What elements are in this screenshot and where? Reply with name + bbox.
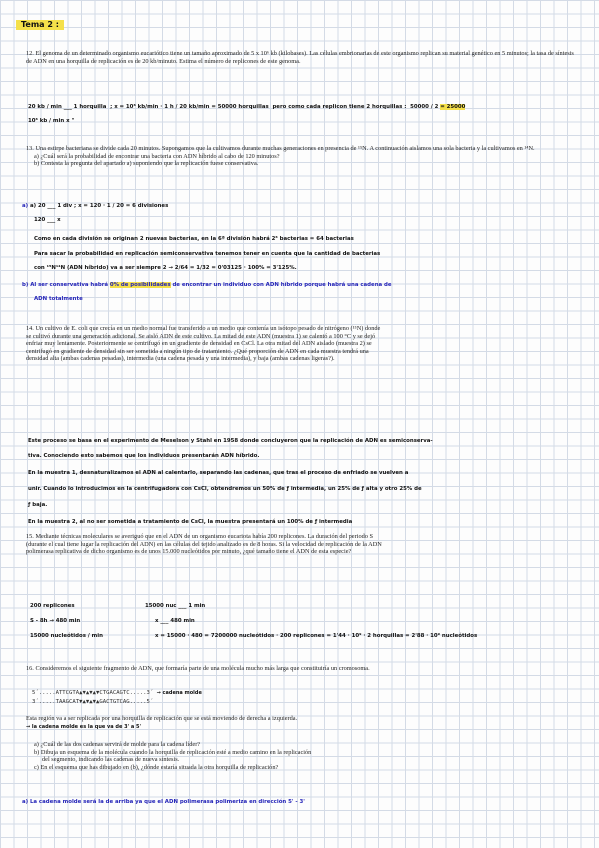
q15-answer-line2b: x ___ 480 min xyxy=(155,618,195,624)
q12-answer-line1 xyxy=(28,104,465,111)
question-16-a: a) ¿Cuál de las dos cadenas servirá de molde para la cadena líder? xyxy=(34,741,201,748)
q13-b-highlight: 0% de posibilidades xyxy=(109,282,171,288)
question-15 xyxy=(26,533,386,556)
q12-reason: pero como cada replicon tiene 2 horquillas : xyxy=(272,104,407,110)
question-16-context xyxy=(26,715,316,731)
dna-strand-top xyxy=(32,690,202,698)
question-13-a: a) ¿Cuál será la probabilidad de encontrar una bacteria con ADN híbrido al cabo de 120 minutos? xyxy=(34,152,280,160)
q13-answer-line4: Para sacar la probabilidad en replicación semiconservativa tenemos tener en cuenta que la cantidad de bacterias xyxy=(34,251,381,257)
q13-b-post: de encontrar un individuo con ADN híbrido porque habrá una cadena de xyxy=(172,282,392,288)
dna-strand-bottom xyxy=(32,699,153,707)
q15-answer-line3b: x = 15000 · 480 = 7200000 nucleótidos · 200 replicones = 1'44 · 10⁹ · 2 horquillas = 2'88 · 10⁹ nucleótidos xyxy=(155,633,478,639)
q13-b-pre: b) Al ser conservativa habrá xyxy=(22,282,108,288)
question-12 xyxy=(26,50,574,65)
q13-calc-divisions: a) 20 ___ 1 div ; x = 120 · 1 / 20 = 6 divisiones xyxy=(30,203,169,209)
q14-answer-line6: En la muestra 2, al no ser sometida a tratamiento de CsCl, la muestra presentará un 100% de ƒ intermedia xyxy=(28,519,353,525)
q13-answer-line6 xyxy=(22,282,392,289)
question-13-text: 13. Una estirpe bacteriana se divide cada 20 minutos. Supongamos que la cultivamos durante muchas generaciones en presencia de ¹⁵N. A continuación aislamos una sola bacteria y la cultivamos en ¹⁴N. xyxy=(26,145,535,152)
question-13-b: b) Contesta la pregunta del apartado a) suponiendo que la replicación fuese conservativa. xyxy=(34,160,259,168)
question-14-text: 14. Un cultivo de E. coli que crecía en un medio normal fue transferido a un medio que contenía un isótopo pesado de nitrógeno (¹⁵N) donde se cultivó durante una generación adicional. Se aisló ADN de este cultivo. La mitad de este ADN (muestra 1) se calentó a 100 °C y se dejó enfriar muy lentamente. Posteriormente se centrifugó en un gradiente de densidad en CsCl. La otra mitad del ADN aislado (muestra 2) se centrifugó en gradiente de densidad sin ser sometida a ningún tipo de tratamiento. ¿Qué proporción de ADN en cada muestra tendrá una densidad alta (ambas cadenas pesadas), intermedia (una cadena pesada y una intermedia), y baja (ambas cadenas ligeras?). xyxy=(26,325,381,363)
question-16-text: 16. Consideremos el siguiente fragmento de ADN, que formaría parte de una molécula mucho más larga que constituiría un cromosoma. xyxy=(26,665,370,672)
q13-answer-line3: Como en cada división se originan 2 nuevas bacterias, en la 6ª división habrá 2⁶ bacterias = 64 bacterias xyxy=(34,236,354,242)
q12-calc: ; x = 10⁶ kb/min · 1 h / 20 kb/min = 50000 horquillas xyxy=(110,104,269,110)
q13-label-a: a) xyxy=(22,203,29,209)
q13-answer-line2: 120 ___ x xyxy=(34,217,61,223)
q14-answer-line1: Este proceso se basa en el experimento de Meselson y Stahl en 1958 donde concluyeron que la replicación de ADN es semiconserva- xyxy=(28,438,433,444)
question-16-b: b) Dibuja un esquema de la molécula cuando la horquilla de replicación esté a medio camino en la replicación del segmento, indicando las cadenas de nueva síntesis. xyxy=(34,748,312,764)
q12-result: = 25000 xyxy=(440,104,466,110)
q15-answer-line1b: 15000 nuc ___ 1 min xyxy=(145,603,206,609)
q14-answer-line2: tiva. Conociendo esto sabemos que los individuos presentarán ADN híbrido. xyxy=(28,453,260,459)
q14-answer-line5: ƒ baja. xyxy=(28,502,48,508)
q16-answer-line1: a) La cadena molde será la de arriba ya que el ADN polimerasa polimeriza en dirección 5' - 3' xyxy=(22,799,305,805)
q13-answer-line1 xyxy=(22,203,168,210)
q14-answer-line3: En la muestra 1, desnaturalizamos el ADN al calentarlo, separando las cadenas, que tras el proceso de enfriado se vuelven a xyxy=(28,470,409,476)
question-13 xyxy=(26,145,574,168)
question-14 xyxy=(26,325,386,363)
q12-fraction: 50000 / 2 xyxy=(410,104,439,110)
q13-answer-line7: ADN totalmente xyxy=(34,296,83,302)
q15-answer-line3a: 15000 nucleótidos / min xyxy=(30,633,103,639)
q13-answer-line5: con ¹⁵N¹⁴N (ADN híbrido) va a ser siempre 2 → 2/64 = 1/32 = 0'03125 · 100% = 3'125%. xyxy=(34,265,297,271)
dna-sequence-top: 5´.....ATTCGTA▲▼▲▼▲▼CTGACAGTC.....3´ xyxy=(32,690,154,696)
question-16-direction: Esta región va a ser replicada por una horquilla de replicación que se está moviendo de derecha a izquierda. xyxy=(26,715,298,722)
template-strand-note: → cadena molde xyxy=(156,690,202,696)
question-16-parts xyxy=(26,741,316,771)
q15-answer-line2a: S - 8h → 480 min xyxy=(30,618,81,624)
question-16-c: c) En el esquema que has dibujado en (b), ¿dónde estaría situada la otra horquilla de replicación? xyxy=(34,763,279,771)
q14-answer-line4: unir. Cuando lo introducimos en la centrifugadora con CsCl, obtendremos un 50% de ƒ intermedia, un 25% de ƒ alta y otro 25% de xyxy=(28,486,422,492)
question-16-direction-note: → la cadena molde es la que va de 3' a 5' xyxy=(26,723,141,730)
dna-sequence-bottom: 3´.....TAAGCAT▼▲▼▲▼▲GACTGTCAG.....5´ xyxy=(32,699,154,705)
q12-rate: 20 kb / min ___ 1 horquilla xyxy=(28,104,107,110)
question-12-text: 12. El genoma de un determinado organismo eucariótico tiene un tamaño aproximado de 5 x 10⁶ kb (kilobases). Las células embrionarias de este organismo replican su material genético en 5 minutos; la tasa de síntesis de ADN en una horquilla de replicación es de 20 kb/minuto. Estima el número de replicones de este genoma. xyxy=(26,50,574,65)
question-16 xyxy=(26,665,386,673)
q15-answer-line1a: 200 replicones xyxy=(30,603,75,609)
page-title: Tema 2 : xyxy=(16,20,64,30)
question-15-text: 15. Mediante técnicas moleculares se averiguó que en el ADN de un organismo eucariota había 200 replicones. La duración del periodo S (durante el cual tiene lugar la replicación del ADN) en las células del tejido analizado es de 8 horas. Si la velocidad de replicación de la ADN polimerasa replicativa de dicho organismo es de unos 15.000 nucleótidos por minuto, ¿qué tamaño tiene el ADN de esta especie? xyxy=(26,533,382,556)
q12-answer-line2: 10⁶ kb / min x " xyxy=(28,118,75,124)
